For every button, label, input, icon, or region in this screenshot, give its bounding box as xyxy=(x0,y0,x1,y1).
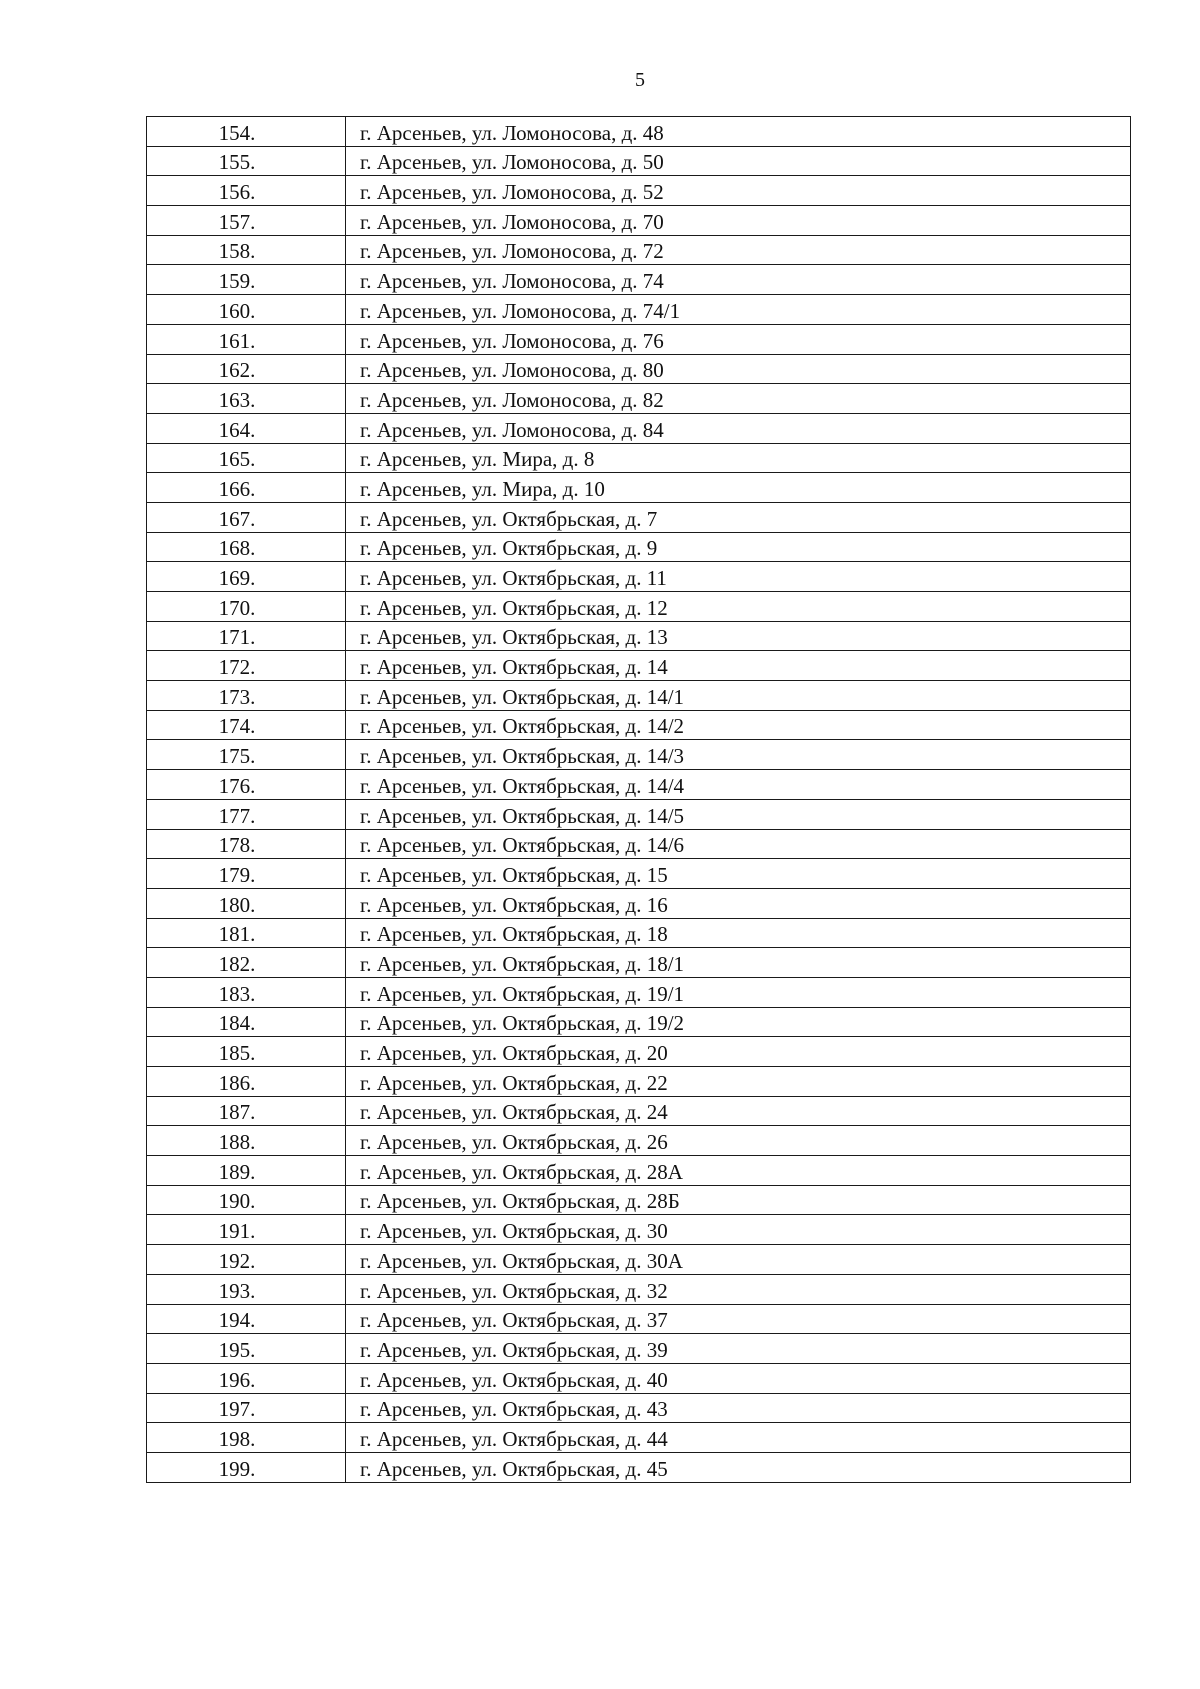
address-cell: г. Арсеньев, ул. Ломоносова, д. 80 xyxy=(346,354,1131,384)
table-row xyxy=(147,176,1131,206)
address-cell: г. Арсеньев, ул. Ломоносова, д. 74/1 xyxy=(346,295,1131,325)
row-number-cell: 192. xyxy=(147,1245,346,1275)
row-number-cell: 169. xyxy=(147,562,346,592)
row-number-cell: 191. xyxy=(147,1215,346,1245)
table-row xyxy=(147,265,1131,295)
address-cell: г. Арсеньев, ул. Октябрьская, д. 39 xyxy=(346,1334,1131,1364)
table-row xyxy=(147,1007,1131,1037)
row-number-cell: 195. xyxy=(147,1334,346,1364)
address-cell: г. Арсеньев, ул. Октябрьская, д. 16 xyxy=(346,888,1131,918)
table-row xyxy=(147,859,1131,889)
table-row xyxy=(147,1037,1131,1067)
table-row xyxy=(147,1393,1131,1423)
address-cell: г. Арсеньев, ул. Октябрьская, д. 18/1 xyxy=(346,948,1131,978)
address-cell: г. Арсеньев, ул. Октябрьская, д. 24 xyxy=(346,1096,1131,1126)
row-number-cell: 154. xyxy=(147,117,346,147)
address-cell: г. Арсеньев, ул. Мира, д. 10 xyxy=(346,473,1131,503)
address-cell: г. Арсеньев, ул. Октябрьская, д. 30 xyxy=(346,1215,1131,1245)
address-cell: г. Арсеньев, ул. Ломоносова, д. 82 xyxy=(346,384,1131,414)
address-cell: г. Арсеньев, ул. Ломоносова, д. 70 xyxy=(346,206,1131,236)
row-number-cell: 187. xyxy=(147,1096,346,1126)
address-cell: г. Арсеньев, ул. Октябрьская, д. 14/4 xyxy=(346,770,1131,800)
row-number-cell: 155. xyxy=(147,146,346,176)
table-row xyxy=(147,384,1131,414)
table-row xyxy=(147,1363,1131,1393)
table-row xyxy=(147,235,1131,265)
table-row xyxy=(147,117,1131,147)
row-number-cell: 156. xyxy=(147,176,346,206)
row-number-cell: 186. xyxy=(147,1067,346,1097)
row-number-cell: 188. xyxy=(147,1126,346,1156)
address-cell: г. Арсеньев, ул. Октябрьская, д. 15 xyxy=(346,859,1131,889)
row-number-cell: 198. xyxy=(147,1423,346,1453)
address-cell: г. Арсеньев, ул. Октябрьская, д. 11 xyxy=(346,562,1131,592)
address-cell: г. Арсеньев, ул. Октябрьская, д. 14/5 xyxy=(346,799,1131,829)
row-number-cell: 182. xyxy=(147,948,346,978)
address-cell: г. Арсеньев, ул. Октябрьская, д. 19/2 xyxy=(346,1007,1131,1037)
address-cell: г. Арсеньев, ул. Октябрьская, д. 13 xyxy=(346,621,1131,651)
row-number-cell: 180. xyxy=(147,888,346,918)
row-number-cell: 173. xyxy=(147,681,346,711)
table-row xyxy=(147,1245,1131,1275)
address-cell: г. Арсеньев, ул. Октябрьская, д. 9 xyxy=(346,532,1131,562)
row-number-cell: 167. xyxy=(147,502,346,532)
address-cell: г. Арсеньев, ул. Октябрьская, д. 14 xyxy=(346,651,1131,681)
address-cell: г. Арсеньев, ул. Октябрьская, д. 14/3 xyxy=(346,740,1131,770)
address-cell: г. Арсеньев, ул. Октябрьская, д. 28Б xyxy=(346,1185,1131,1215)
address-cell: г. Арсеньев, ул. Октябрьская, д. 19/1 xyxy=(346,977,1131,1007)
table-row xyxy=(147,1423,1131,1453)
table-row xyxy=(147,829,1131,859)
row-number-cell: 159. xyxy=(147,265,346,295)
table-row xyxy=(147,206,1131,236)
address-cell: г. Арсеньев, ул. Октябрьская, д. 14/6 xyxy=(346,829,1131,859)
row-number-cell: 193. xyxy=(147,1274,346,1304)
row-number-cell: 178. xyxy=(147,829,346,859)
row-number-cell: 162. xyxy=(147,354,346,384)
row-number-cell: 199. xyxy=(147,1452,346,1482)
address-table xyxy=(146,116,1131,1483)
row-number-cell: 179. xyxy=(147,859,346,889)
table-row xyxy=(147,681,1131,711)
table-row xyxy=(147,1452,1131,1482)
row-number-cell: 196. xyxy=(147,1363,346,1393)
table-row xyxy=(147,799,1131,829)
address-cell: г. Арсеньев, ул. Ломоносова, д. 76 xyxy=(346,324,1131,354)
page-number: 5 xyxy=(635,69,645,91)
row-number-cell: 164. xyxy=(147,413,346,443)
row-number-cell: 157. xyxy=(147,206,346,236)
table-row xyxy=(147,592,1131,622)
row-number-cell: 172. xyxy=(147,651,346,681)
row-number-cell: 170. xyxy=(147,592,346,622)
table-row xyxy=(147,1126,1131,1156)
address-cell: г. Арсеньев, ул. Октябрьская, д. 26 xyxy=(346,1126,1131,1156)
table-row xyxy=(147,770,1131,800)
row-number-cell: 185. xyxy=(147,1037,346,1067)
row-number-cell: 176. xyxy=(147,770,346,800)
address-cell: г. Арсеньев, ул. Октябрьская, д. 43 xyxy=(346,1393,1131,1423)
address-cell: г. Арсеньев, ул. Ломоносова, д. 72 xyxy=(346,235,1131,265)
row-number-cell: 171. xyxy=(147,621,346,651)
row-number-cell: 184. xyxy=(147,1007,346,1037)
table-row xyxy=(147,1304,1131,1334)
row-number-cell: 163. xyxy=(147,384,346,414)
table-row xyxy=(147,532,1131,562)
table-row xyxy=(147,977,1131,1007)
table-row xyxy=(147,1215,1131,1245)
table-row xyxy=(147,918,1131,948)
table-row xyxy=(147,651,1131,681)
address-cell: г. Арсеньев, ул. Октябрьская, д. 20 xyxy=(346,1037,1131,1067)
table-row xyxy=(147,1156,1131,1186)
row-number-cell: 190. xyxy=(147,1185,346,1215)
table-row xyxy=(147,621,1131,651)
address-cell: г. Арсеньев, ул. Ломоносова, д. 50 xyxy=(346,146,1131,176)
row-number-cell: 189. xyxy=(147,1156,346,1186)
address-cell: г. Арсеньев, ул. Октябрьская, д. 7 xyxy=(346,502,1131,532)
row-number-cell: 197. xyxy=(147,1393,346,1423)
row-number-cell: 168. xyxy=(147,532,346,562)
row-number-cell: 177. xyxy=(147,799,346,829)
row-number-cell: 181. xyxy=(147,918,346,948)
table-row xyxy=(147,710,1131,740)
table-row xyxy=(147,888,1131,918)
address-table-body xyxy=(147,117,1131,1483)
table-row xyxy=(147,1096,1131,1126)
address-cell: г. Арсеньев, ул. Ломоносова, д. 74 xyxy=(346,265,1131,295)
table-row xyxy=(147,413,1131,443)
table-row xyxy=(147,1067,1131,1097)
address-cell: г. Арсеньев, ул. Октябрьская, д. 12 xyxy=(346,592,1131,622)
table-row xyxy=(147,1185,1131,1215)
address-cell: г. Арсеньев, ул. Октябрьская, д. 18 xyxy=(346,918,1131,948)
row-number-cell: 160. xyxy=(147,295,346,325)
address-cell: г. Арсеньев, ул. Мира, д. 8 xyxy=(346,443,1131,473)
address-cell: г. Арсеньев, ул. Октябрьская, д. 14/1 xyxy=(346,681,1131,711)
row-number-cell: 166. xyxy=(147,473,346,503)
row-number-cell: 174. xyxy=(147,710,346,740)
row-number-cell: 161. xyxy=(147,324,346,354)
table-row xyxy=(147,473,1131,503)
row-number-cell: 183. xyxy=(147,977,346,1007)
row-number-cell: 158. xyxy=(147,235,346,265)
address-cell: г. Арсеньев, ул. Ломоносова, д. 84 xyxy=(346,413,1131,443)
address-cell: г. Арсеньев, ул. Октябрьская, д. 14/2 xyxy=(346,710,1131,740)
address-cell: г. Арсеньев, ул. Октябрьская, д. 40 xyxy=(346,1363,1131,1393)
address-cell: г. Арсеньев, ул. Октябрьская, д. 37 xyxy=(346,1304,1131,1334)
row-number-cell: 194. xyxy=(147,1304,346,1334)
address-cell: г. Арсеньев, ул. Октябрьская, д. 45 xyxy=(346,1452,1131,1482)
address-cell: г. Арсеньев, ул. Октябрьская, д. 44 xyxy=(346,1423,1131,1453)
row-number-cell: 175. xyxy=(147,740,346,770)
table-row xyxy=(147,1274,1131,1304)
address-cell: г. Арсеньев, ул. Ломоносова, д. 48 xyxy=(346,117,1131,147)
address-cell: г. Арсеньев, ул. Октябрьская, д. 30А xyxy=(346,1245,1131,1275)
address-cell: г. Арсеньев, ул. Ломоносова, д. 52 xyxy=(346,176,1131,206)
table-row xyxy=(147,443,1131,473)
table-row xyxy=(147,146,1131,176)
address-cell: г. Арсеньев, ул. Октябрьская, д. 32 xyxy=(346,1274,1131,1304)
table-row xyxy=(147,324,1131,354)
table-row xyxy=(147,948,1131,978)
table-row xyxy=(147,562,1131,592)
table-row xyxy=(147,1334,1131,1364)
table-row xyxy=(147,295,1131,325)
table-row xyxy=(147,354,1131,384)
address-cell: г. Арсеньев, ул. Октябрьская, д. 22 xyxy=(346,1067,1131,1097)
address-cell: г. Арсеньев, ул. Октябрьская, д. 28А xyxy=(346,1156,1131,1186)
table-row xyxy=(147,502,1131,532)
table-row xyxy=(147,740,1131,770)
row-number-cell: 165. xyxy=(147,443,346,473)
